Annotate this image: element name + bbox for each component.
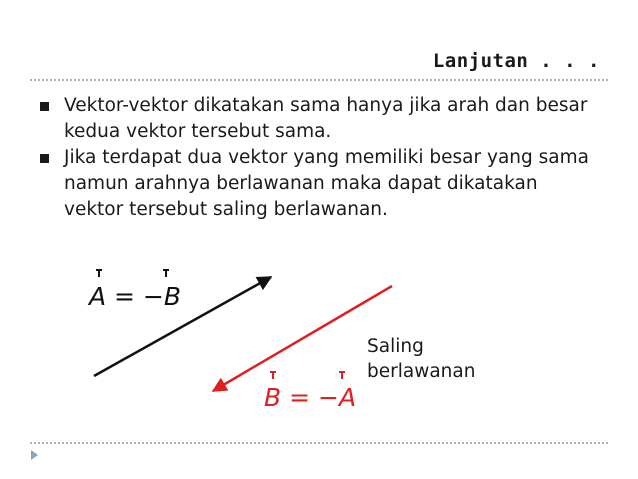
slide-title: Lanjutan . . .: [432, 50, 600, 72]
equation-rhs: B: [163, 282, 182, 311]
annotation-line-2: berlawanan: [367, 361, 476, 382]
equation-b-equals-neg-a: [264, 383, 356, 412]
equation-operator: = −: [106, 282, 164, 311]
slide-marker-icon: [31, 450, 38, 460]
equation-a-equals-neg-b: [89, 282, 181, 311]
equation-lhs: A: [89, 282, 107, 311]
equation-operator: = −: [281, 383, 339, 412]
annotation-line-1: Saling: [367, 336, 424, 357]
vector-b-arrow: [213, 286, 392, 391]
bullet-text-2: Jika terdapat dua vektor yang memiliki besar yang sama namun arahnya berlawanan maka dapat dikatakan vektor tersebut saling berlawanan.: [64, 147, 589, 220]
bullet-text-1: Vektor-vektor dikatakan sama hanya jika arah dan besar kedua vektor tersebut sama.: [64, 95, 588, 142]
saling-berlawanan-label: [367, 334, 475, 384]
footer-divider: [30, 442, 608, 444]
equation-lhs: B: [264, 383, 282, 412]
equation-rhs: A: [338, 383, 357, 412]
